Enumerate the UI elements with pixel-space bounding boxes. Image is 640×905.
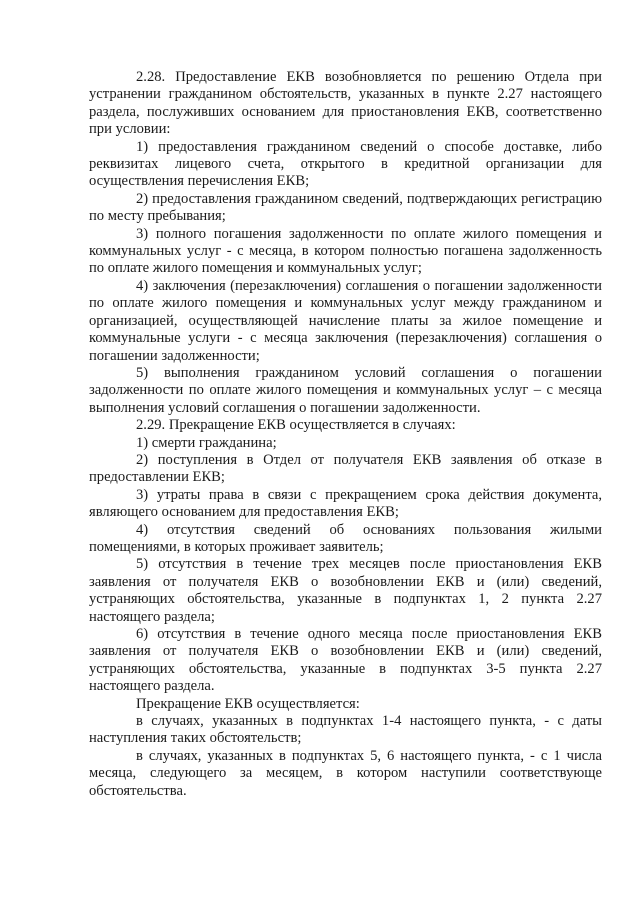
- paragraph-2-29: 2.29. Прекращение ЕКВ осуществляется в случаях:: [136, 417, 456, 434]
- paragraph-termination: Прекращение ЕКВ осуществляется:: [136, 695, 360, 712]
- list-item-3: 3) утраты права в связи с прекращением срока действия документа, являющего основанием для предоставления ЕКВ;: [89, 486, 602, 521]
- list-item-1: 1) предоставления гражданином сведений о способе доставке, либо реквизитах лицевого счета, открытого в кредитной организации для осуществления перечисления ЕКВ;: [89, 138, 602, 190]
- list-item-5: 5) выполнения гражданином условий соглашения о погашении задолженности по оплате жилого помещения и коммунальных услуг – с месяца выполнения условий соглашения о погашении задолженности.: [89, 364, 602, 416]
- list-item-5: 5) отсутствия в течение трех месяцев после приостановления ЕКВ заявления от получателя ЕКВ о возобновлении ЕКВ и (или) сведений, устраняющих обстоятельства, указанные в подпунктах 1, 2 пункта 2.27 настоящего раздела;: [89, 556, 602, 625]
- list-item-2: 2) поступления в Отдел от получателя ЕКВ заявления об отказе в предоставлении ЕКВ;: [89, 451, 602, 486]
- list-item-1: 1) смерти гражданина;: [136, 434, 277, 451]
- paragraph-case-1: в случаях, указанных в подпунктах 1-4 настоящего пункта, - с даты наступления таких обстоятельств;: [89, 713, 602, 747]
- list-item-2: 2) предоставления гражданином сведений, подтверждающих регистрацию по месту пребывания;: [89, 190, 602, 225]
- paragraph-case-2: в случаях, указанных в подпунктах 5, 6 настоящего пункта, - с 1 числа месяца, следующего за месяцем, в котором наступили соответствующе обстоятельства.: [89, 747, 602, 799]
- list-item-4: 4) отсутствия сведений об основаниях пользования жилыми помещениями, в которых проживает заявитель;: [89, 521, 602, 555]
- document-page: [89, 69, 602, 800]
- paragraph-2-28: 2.28. Предоставление ЕКВ возобновляется по решению Отдела при устранении гражданином обстоятельств, указанных в пункте 2.27 настоящего раздела, послуживших основанием для приостановления ЕКВ, соответственно при условии:: [89, 69, 602, 138]
- list-item-3: 3) полного погашения задолженности по оплате жилого помещения и коммунальных услуг - с месяца, в котором полностью погашена задолженность по оплате жилого помещения и коммунальных услуг;: [89, 225, 602, 277]
- list-item-6: 6) отсутствия в течение одного месяца после приостановления ЕКВ заявления от получателя ЕКВ о возобновлении ЕКВ и (или) сведений, устраняющих обстоятельства, указанные в подпунктах 3-5 пункта 2.27 настоящего раздела.: [89, 626, 602, 695]
- list-item-4: 4) заключения (перезаключения) соглашения о погашении задолженности по оплате жилого помещения и коммунальных услуг между гражданином и организацией, осуществляющей начисление платы за жилое помещение и коммунальные услуги - с месяца заключения (перезаключения) соглашения о погашении задолженности;: [89, 277, 602, 364]
